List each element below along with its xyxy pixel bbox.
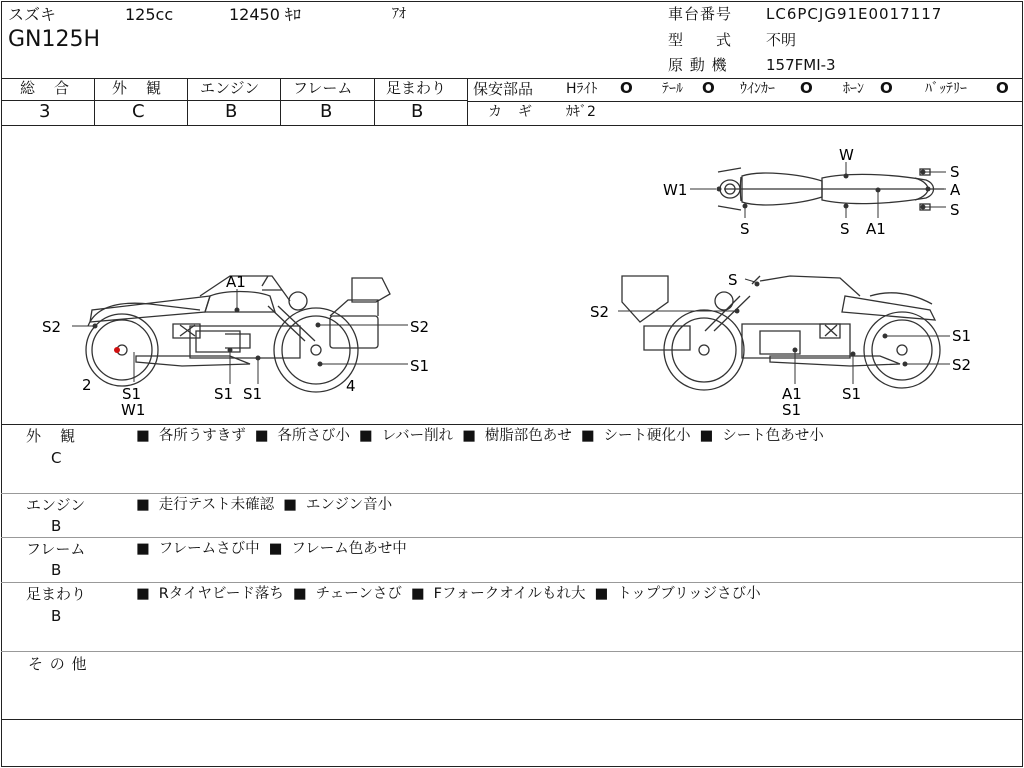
left-label-w1: W1	[121, 401, 146, 419]
right-label-s1: S1	[842, 385, 862, 403]
grade-frame-label: フレーム	[293, 79, 353, 97]
remark-bullet: ■	[136, 541, 150, 557]
remark-frame-grade: B	[51, 561, 62, 579]
grade-engine-value: B	[225, 101, 238, 122]
engine-value: 157FMI-3	[766, 56, 836, 74]
remark-bullet: ■	[136, 428, 150, 444]
safety-winker-label: ｳｲﾝｶｰ	[740, 81, 775, 97]
right-label-s2-rear: S2	[952, 356, 972, 374]
remark-engine-category: エンジン	[26, 496, 86, 514]
damage-mark-red	[114, 347, 120, 353]
remark-item: フレーム色あせ中	[291, 541, 407, 557]
type-label: 型 式	[668, 31, 733, 49]
remark-frame-category: フレーム	[26, 540, 86, 558]
right-side-motorcycle	[622, 276, 940, 390]
grade-engine-label: エンジン	[200, 79, 260, 97]
remark-item: 各所さび小	[277, 428, 350, 444]
maker: スズキ	[8, 5, 57, 24]
remark-item: フレームさび中	[158, 541, 260, 557]
right-label-s1-rear: S1	[952, 327, 972, 345]
divider	[187, 78, 188, 125]
remark-item: Rタイヤビード落ち	[158, 586, 284, 602]
remark-exterior-category: 外 観	[26, 427, 78, 445]
remark-item: 走行テスト未確認	[158, 497, 275, 513]
right-label-a1: A1	[782, 385, 802, 403]
color: ｱｵ	[392, 6, 406, 22]
safety-battery-label: ﾊﾞｯﾃﾘｰ	[925, 81, 967, 97]
divider	[1, 719, 1022, 720]
divider	[467, 101, 1022, 102]
grade-overall-label: 総 合	[20, 79, 72, 97]
remark-bullet: ■	[410, 586, 425, 602]
grade-overall-value: 3	[39, 101, 51, 122]
remark-suspension-grade: B	[51, 607, 62, 625]
displacement: 125cc	[125, 5, 174, 24]
top-label-w1: W1	[663, 181, 688, 199]
remark-bullet: ■	[254, 428, 269, 444]
engine-label: 原 動 機	[668, 56, 728, 74]
remark-item: Fフォークオイルもれ大	[433, 586, 586, 602]
right-label-s2-front: S2	[590, 303, 610, 321]
divider	[280, 78, 281, 125]
left-label-s1: S1	[122, 385, 142, 403]
safety-horn-mark: O	[880, 79, 893, 97]
remark-bullet: ■	[292, 586, 307, 602]
frame-no: LC6PCJG91E0017117	[766, 5, 943, 23]
remark-item: チェーンさび	[315, 586, 402, 602]
left-label-s2-rear: S2	[42, 318, 62, 336]
grade-exterior-value: C	[132, 101, 145, 122]
left-label-s1-front: S1	[410, 357, 430, 375]
type-value: 不明	[766, 31, 797, 49]
remark-item: レバー削れ	[381, 428, 454, 444]
remark-bullet: ■	[283, 497, 297, 513]
divider	[1, 493, 1022, 494]
frame-no-label: 車台番号	[668, 5, 733, 23]
left-side-motorcycle	[86, 276, 390, 392]
safety-headlight-mark: O	[620, 79, 633, 97]
divider	[1, 424, 1022, 425]
mileage: 12450 ｷﾛ	[229, 5, 301, 24]
remark-bullet: ■	[699, 428, 714, 444]
remark-item: エンジン音小	[305, 497, 393, 513]
grade-exterior-label: 外 観	[112, 79, 164, 97]
remark-item: シート硬化小	[603, 428, 691, 444]
top-label-s-lower: S	[950, 201, 960, 219]
remark-exterior-items	[136, 429, 824, 445]
safety-tail-mark: O	[702, 79, 715, 97]
remark-item: 各所うすきず	[158, 428, 246, 444]
top-label-w: W	[839, 146, 854, 164]
safety-horn-label: ﾎｰﾝ	[843, 81, 864, 97]
top-label-s-front: S	[740, 220, 750, 238]
top-label-s-mid: S	[840, 220, 850, 238]
remark-item: シート色あせ小	[722, 428, 824, 444]
top-label-a1: A1	[866, 220, 886, 238]
damage-diagram	[0, 126, 1024, 424]
safety-headlight-label: Hﾗｲﾄ	[566, 81, 598, 97]
top-view-motorcycle	[718, 168, 944, 210]
grade-suspension-label: 足まわり	[386, 79, 447, 97]
model-name: GN125H	[8, 27, 101, 52]
key-label: カ ギ	[488, 104, 533, 120]
left-label-4: 4	[346, 377, 356, 395]
safety-winker-mark: O	[800, 79, 813, 97]
remark-bullet: ■	[136, 586, 150, 602]
remark-exterior-grade: C	[51, 449, 62, 467]
remark-suspension-category: 足まわり	[26, 585, 87, 603]
remark-bullet: ■	[268, 541, 283, 557]
remark-bullet: ■	[594, 586, 609, 602]
divider	[1, 537, 1022, 538]
remark-suspension-items	[136, 587, 761, 603]
left-label-s2-front: S2	[410, 318, 430, 336]
left-label-s1b: S1	[243, 385, 263, 403]
top-label-a: A	[950, 181, 961, 199]
divider	[1, 582, 1022, 583]
remark-bullet: ■	[358, 428, 373, 444]
grade-suspension-value: B	[411, 101, 424, 122]
remark-engine-grade: B	[51, 517, 62, 535]
left-label-s1a: S1	[214, 385, 234, 403]
safety-battery-mark: O	[996, 79, 1009, 97]
divider	[1, 651, 1022, 652]
safety-tail-label: ﾃｰﾙ	[662, 81, 683, 97]
divider	[374, 78, 375, 125]
remark-bullet: ■	[462, 428, 476, 444]
remark-other-category: そ の 他	[28, 655, 88, 673]
left-label-2: 2	[82, 376, 92, 394]
left-label-a1: A1	[226, 273, 246, 291]
right-label-s: S	[728, 271, 738, 289]
right-label-s1-under-a1: S1	[782, 401, 802, 419]
grade-frame-value: B	[320, 101, 333, 122]
key-value: ｶｷﾞ2	[566, 104, 596, 120]
remark-bullet: ■	[136, 497, 150, 513]
remark-item: トップブリッジさび小	[617, 586, 761, 602]
divider	[94, 78, 95, 125]
top-label-s-upper: S	[950, 163, 960, 181]
remark-frame-items	[136, 542, 407, 558]
remark-engine-items	[136, 498, 392, 514]
safety-title: 保安部品	[473, 80, 534, 98]
remark-bullet: ■	[580, 428, 595, 444]
remark-item: 樹脂部色あせ	[484, 428, 572, 444]
